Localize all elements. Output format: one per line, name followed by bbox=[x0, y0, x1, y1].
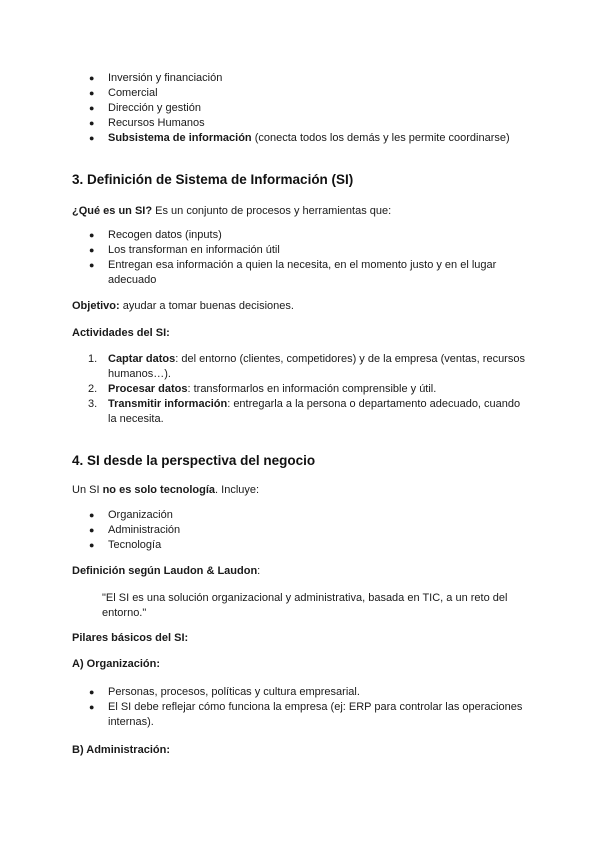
section-4 bbox=[72, 452, 528, 470]
bullet-icon: ● bbox=[89, 510, 95, 520]
bullet-icon: ● bbox=[89, 230, 95, 240]
list-item-text: (conecta todos los demás y les permite coordinarse) bbox=[251, 132, 510, 144]
laudon-quote: "El SI es una solución organizacional y administrativa, basada en TIC, a un reto del entorno." bbox=[102, 592, 508, 619]
list-item bbox=[72, 243, 528, 258]
list-item-text: Entregan esa información a quien la necesita, en el momento justo y en el lugar adecuado bbox=[108, 259, 497, 286]
list-item-text: Dirección y gestión bbox=[108, 102, 201, 114]
si-bullets bbox=[72, 228, 528, 288]
list-item bbox=[72, 685, 528, 700]
definition-colon: : bbox=[257, 565, 261, 577]
bullet-icon: ● bbox=[89, 103, 95, 113]
bullet-icon: ● bbox=[89, 687, 95, 697]
bullet-icon: ● bbox=[89, 118, 95, 128]
list-item-text: : entregarla a la persona o departamento adecuado, cuando la necesita. bbox=[108, 398, 521, 425]
list-item-bold: Captar datos bbox=[108, 353, 176, 365]
list-item bbox=[72, 116, 528, 131]
list-item-text: : transformarlos en información comprensible y útil. bbox=[187, 383, 437, 395]
bullet-icon: ● bbox=[89, 540, 95, 550]
list-item bbox=[72, 382, 528, 397]
list-item-text: : del entorno (clientes, competidores) y de la empresa (ventas, recursos humanos…). bbox=[108, 353, 525, 380]
list-item-bold: Procesar datos bbox=[108, 383, 188, 395]
intro-text-end: . Incluye: bbox=[215, 484, 260, 496]
bullet-icon: ● bbox=[89, 73, 95, 83]
section-4-heading: 4. SI desde la perspectiva del negocio bbox=[72, 453, 316, 468]
list-item bbox=[72, 523, 528, 538]
activities-heading-block bbox=[72, 326, 528, 341]
si-question-bold: ¿Qué es un SI? bbox=[72, 205, 153, 217]
list-item bbox=[72, 538, 528, 553]
list-item-text: Comercial bbox=[108, 87, 158, 99]
bullet-icon: ● bbox=[89, 260, 95, 270]
administracion-heading: B) Administración: bbox=[72, 744, 170, 756]
list-item-text: Tecnología bbox=[108, 539, 162, 551]
quote-block bbox=[72, 591, 528, 621]
list-item-text: Recogen datos (inputs) bbox=[108, 229, 222, 241]
list-item-text: Organización bbox=[108, 509, 173, 521]
section-3-heading: 3. Definición de Sistema de Información (SI) bbox=[72, 172, 354, 187]
list-item bbox=[72, 397, 528, 427]
objective-label: Objetivo: bbox=[72, 300, 120, 312]
list-item bbox=[72, 258, 528, 288]
list-item-bold: Transmitir información bbox=[108, 398, 228, 410]
pilares-heading: Pilares básicos del SI: bbox=[72, 632, 189, 644]
pilares-block bbox=[72, 631, 528, 646]
bullet-icon: ● bbox=[89, 88, 95, 98]
objective-text: ayudar a tomar buenas decisiones. bbox=[119, 300, 294, 312]
bullet-icon: ● bbox=[89, 525, 95, 535]
list-item bbox=[72, 228, 528, 243]
list-item-text: Personas, procesos, políticas y cultura empresarial. bbox=[108, 686, 360, 698]
list-item bbox=[72, 700, 528, 730]
definition-line bbox=[72, 564, 528, 579]
list-item bbox=[72, 508, 528, 523]
bullet-icon: ● bbox=[89, 245, 95, 255]
intro-bold: no es solo tecnología bbox=[102, 484, 216, 496]
list-number: 1. bbox=[88, 353, 98, 365]
section-3 bbox=[72, 171, 528, 189]
list-item-text: Recursos Humanos bbox=[108, 117, 205, 129]
b-heading-block bbox=[72, 743, 528, 758]
list-item bbox=[72, 131, 528, 146]
intro-text: Un SI bbox=[72, 484, 103, 496]
activities-list bbox=[72, 352, 528, 427]
list-item bbox=[72, 101, 528, 116]
list-item bbox=[72, 352, 528, 382]
organizacion-heading: A) Organización: bbox=[72, 658, 161, 670]
list-item-bold: Subsistema de información bbox=[108, 132, 252, 144]
objective bbox=[72, 299, 528, 314]
list-item-text: Los transforman en información útil bbox=[108, 244, 280, 256]
includes-list bbox=[72, 508, 528, 553]
definition-label: Definición según Laudon & Laudon bbox=[72, 565, 258, 577]
areas-list bbox=[72, 71, 528, 146]
list-item bbox=[72, 71, 528, 86]
list-number: 2. bbox=[88, 383, 98, 395]
si-question bbox=[72, 204, 528, 219]
activities-heading: Actividades del SI: bbox=[72, 327, 170, 339]
a-bullets bbox=[72, 685, 528, 730]
bullet-icon: ● bbox=[89, 702, 95, 712]
si-question-text: Es un conjunto de procesos y herramientas que: bbox=[152, 205, 392, 217]
list-item-text: El SI debe reflejar cómo funciona la empresa (ej: ERP para controlar las operaciones internas). bbox=[108, 701, 523, 728]
list-item bbox=[72, 86, 528, 101]
list-number: 3. bbox=[88, 398, 98, 410]
bullet-icon: ● bbox=[89, 133, 95, 143]
section-4-intro bbox=[72, 483, 528, 498]
list-item-text: Administración bbox=[108, 524, 181, 536]
a-heading-block bbox=[72, 657, 528, 672]
list-item-text: Inversión y financiación bbox=[108, 72, 223, 84]
